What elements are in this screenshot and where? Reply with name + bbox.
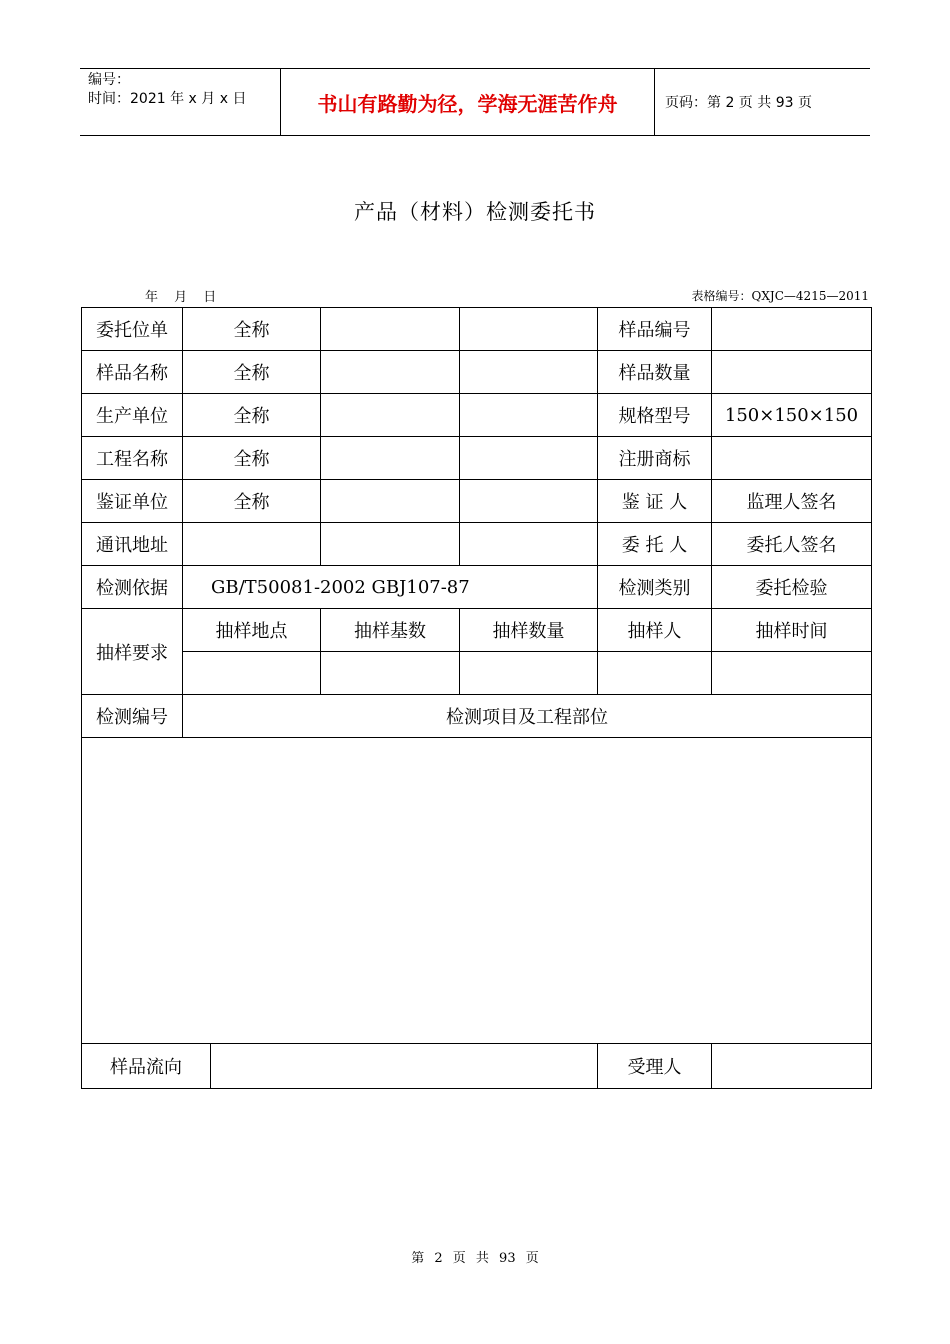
value-witness-sign: 监理人签名 xyxy=(712,480,872,523)
label-client: 委 托 人 xyxy=(598,523,712,566)
header-page-info: 页码：第 2 页 共 93 页 xyxy=(665,95,812,111)
label-sampling-qty: 抽样数量 xyxy=(460,609,598,652)
field-sample-flow[interactable] xyxy=(211,1044,598,1089)
label-client-unit: 委托位单 xyxy=(82,308,183,351)
field-producer-2[interactable] xyxy=(460,394,598,437)
label-sampling-place: 抽样地点 xyxy=(183,609,321,652)
table-row xyxy=(82,394,872,437)
label-full-name: 全称 xyxy=(183,394,321,437)
label-sample-flow: 样品流向 xyxy=(82,1044,211,1089)
field-sample-name-1[interactable] xyxy=(321,351,460,394)
entrust-form-table xyxy=(81,307,872,1089)
field-client-unit-1[interactable] xyxy=(321,308,460,351)
label-producer: 生产单位 xyxy=(82,394,183,437)
number-label: 编号： xyxy=(88,72,130,88)
label-full-name: 全称 xyxy=(183,351,321,394)
field-test-items-area[interactable] xyxy=(82,738,872,1044)
header-meta xyxy=(80,69,281,135)
value-spec-model: 150×150×150 xyxy=(712,394,872,437)
field-address-2[interactable] xyxy=(321,523,460,566)
label-test-no: 检测编号 xyxy=(82,695,183,738)
label-sampling-req: 抽样要求 xyxy=(82,609,183,695)
label-witness: 鉴 证 人 xyxy=(598,480,712,523)
table-row xyxy=(82,609,872,652)
field-witness-unit-2[interactable] xyxy=(460,480,598,523)
form-number: 表格编号：QXJC—4215—2011 xyxy=(691,289,869,303)
value-basis: GB/T50081-2002 GBJ107-87 xyxy=(183,566,598,609)
label-sampler: 抽样人 xyxy=(598,609,712,652)
field-address-3[interactable] xyxy=(460,523,598,566)
label-address: 通讯地址 xyxy=(82,523,183,566)
value-client-sign: 委托人签名 xyxy=(712,523,872,566)
label-project-name: 工程名称 xyxy=(82,437,183,480)
table-row xyxy=(82,437,872,480)
field-client-unit-2[interactable] xyxy=(460,308,598,351)
page-number-footer: 第 2 页 共 93 页 xyxy=(411,1251,539,1266)
label-sample-no: 样品编号 xyxy=(598,308,712,351)
label-trademark: 注册商标 xyxy=(598,437,712,480)
header-motto: 书山有路勤为径，学海无涯苦作舟 xyxy=(281,69,655,135)
label-test-type: 检测类别 xyxy=(598,566,712,609)
document-title: 产品（材料）检测委托书 xyxy=(354,200,596,224)
value-test-type: 委托检验 xyxy=(712,566,872,609)
field-sample-name-2[interactable] xyxy=(460,351,598,394)
table-row xyxy=(82,351,872,394)
label-witness-unit: 鉴证单位 xyxy=(82,480,183,523)
field-sampling-time[interactable] xyxy=(712,652,872,695)
label-sampling-time: 抽样时间 xyxy=(712,609,872,652)
label-full-name: 全称 xyxy=(183,480,321,523)
field-sample-no[interactable] xyxy=(712,308,872,351)
table-row xyxy=(82,566,872,609)
label-full-name: 全称 xyxy=(183,308,321,351)
table-row xyxy=(82,652,872,695)
field-sample-qty[interactable] xyxy=(712,351,872,394)
label-sampling-base: 抽样基数 xyxy=(321,609,460,652)
label-full-name: 全称 xyxy=(183,437,321,480)
field-sampler[interactable] xyxy=(598,652,712,695)
page-header xyxy=(80,68,870,136)
field-trademark[interactable] xyxy=(712,437,872,480)
field-sampling-qty[interactable] xyxy=(460,652,598,695)
table-row xyxy=(82,523,872,566)
label-sample-name: 样品名称 xyxy=(82,351,183,394)
date-line: 年 月 日 xyxy=(145,290,217,305)
label-basis: 检测依据 xyxy=(82,566,183,609)
label-receiver: 受理人 xyxy=(598,1044,712,1089)
label-test-items: 检测项目及工程部位 xyxy=(183,695,872,738)
label-sample-qty: 样品数量 xyxy=(598,351,712,394)
table-row xyxy=(82,308,872,351)
label-spec-model: 规格型号 xyxy=(598,394,712,437)
field-sampling-place[interactable] xyxy=(183,652,321,695)
field-producer-1[interactable] xyxy=(321,394,460,437)
field-receiver[interactable] xyxy=(712,1044,872,1089)
table-row xyxy=(82,1044,872,1089)
table-row xyxy=(82,480,872,523)
field-project-name-1[interactable] xyxy=(321,437,460,480)
table-row xyxy=(82,695,872,738)
field-project-name-2[interactable] xyxy=(460,437,598,480)
field-witness-unit-1[interactable] xyxy=(321,480,460,523)
time-label: 时间：2021 年 x 月 x 日 xyxy=(88,91,247,107)
field-address-1[interactable] xyxy=(183,523,321,566)
field-sampling-base[interactable] xyxy=(321,652,460,695)
table-row xyxy=(82,738,872,1044)
